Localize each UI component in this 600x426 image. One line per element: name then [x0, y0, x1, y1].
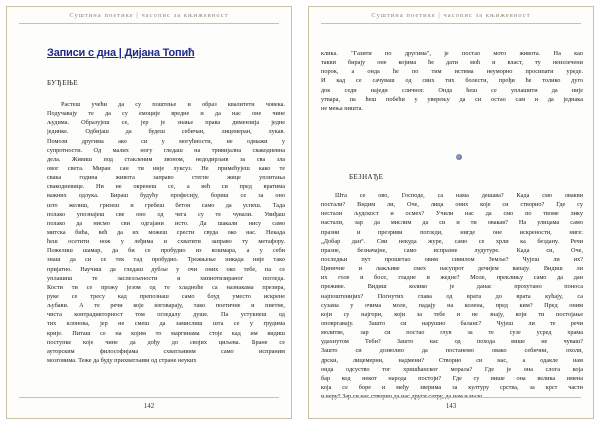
- text-line: порок, а онда ће по тим истима неуморно просипати уреде.: [321, 68, 583, 76]
- text-line: утвара, па ћеш побећи у уверењу да си остао сам и да једнака: [321, 95, 583, 103]
- page-number: 142: [143, 402, 155, 410]
- text-line: такви бирају оне којима ће дати моћ и власт, ту неизлечени: [321, 59, 583, 67]
- text-line: преживе. Видиш колико је данас прохутано поноса: [321, 283, 583, 291]
- footer-rule: [321, 397, 581, 398]
- text-line: дрски, лицемерни, надмени? Створио си нас, а одакле нам: [321, 356, 583, 364]
- text-line: Подучавају те да су емоције вредне и да нас оне чине: [47, 110, 285, 118]
- article-title: Записи с дна | Дијана Топић: [47, 47, 195, 59]
- text-line: не мења ништа.: [321, 104, 363, 112]
- text-line: важних одлука. Бираш будућу професију, бориш се за оно: [47, 192, 285, 200]
- text-line: молитве, зар си постао глув за те сузе усред храма: [321, 329, 583, 337]
- ornament-dot: [456, 154, 462, 160]
- text-line: ћеш осетити нож у леђима и схватити заправо ту метафору.: [47, 238, 285, 246]
- text-line: полако упознајеш све оно од чега су те чували. Увиђаш: [47, 210, 285, 218]
- text-line: оповргавају. Зашто си нарушио баланс? Чујеш ли те речи: [321, 319, 583, 327]
- footer-rule: [19, 397, 279, 398]
- right-page: [308, 6, 594, 419]
- text-line: свакодневице. Ни не окренеш се, а већ си пред вратима: [47, 183, 285, 191]
- text-line: Зашто си дозволио да постанемо овако себични, охоли,: [321, 347, 583, 355]
- text-line: полако да нисмо сви одгајани исто. Да шакали нису само: [47, 219, 285, 227]
- section-heading: БУЂЕЊЕ: [47, 79, 79, 87]
- text-line: постали? Видим ли, Оче, лица оних које си створио? Где су: [321, 201, 583, 209]
- text-line: и веру? Зар си нас створио да нас други сатру, да нам и мало: [321, 393, 483, 401]
- body-text: [47, 100, 285, 365]
- body-text: [321, 49, 583, 113]
- text-line: Растеш учећи да су поштење и образ квалитети човека.: [61, 101, 285, 108]
- text-line: И кад се сачуваш од свих тих болести, прођи ће толико дуго: [321, 77, 583, 85]
- text-line: их голе и босе, гладне и жедне? Моле, преклињу само да дан: [321, 274, 583, 282]
- text-line: уплашиш те заспелљености и хипнотизираног погледа.: [47, 274, 285, 282]
- text-line: јединке. Одбијаш да будеш себичан, лицемеран, лукав.: [47, 128, 285, 136]
- text-line: ауторским философијама схватљивим само испраним: [47, 347, 285, 355]
- text-line: Пожелиш шамар, да би се пробудио из кошмара, а у себи: [47, 247, 285, 255]
- text-line: пријатно. Научиш да гледаш дубље у очи оних око тебе, па се: [47, 265, 285, 273]
- text-line: знаш да си се тек тад пробудио. Трежњење никада није тако: [47, 256, 285, 264]
- text-line: последњи пут прошетао овим сивилом Земље? Чујеш ли их?: [321, 255, 583, 263]
- text-line: љубави. А те речи које изговарају, тако поетичне и пиетне,: [47, 302, 285, 310]
- text-line: док седи наједи сличног. Онда ћеш се уплашити да није: [321, 86, 583, 94]
- text-line: дела. Живиш под стакленим звоном, недодирљив за сва зла: [47, 155, 285, 163]
- text-line: празни и презриви погледи, нигде оне искрености, ниге:: [321, 228, 583, 236]
- text-line: руке се тресу кад препознаш само блуд уместо искрене: [47, 292, 285, 300]
- section-heading: БЕЗНАЂЕ: [349, 173, 384, 181]
- text-line: празне, безначајне, само испразне лудутуре. Када си, Оче,: [321, 246, 583, 254]
- text-line: мозговима. Теже да буду прихватљиви од стране неуких: [47, 356, 197, 364]
- text-line: Циничне и лажљиве смех насупрот дечијем вапају. Видиш ли: [321, 265, 583, 273]
- text-line: који су најгори, који за тебе и не знају, који ти постојање: [321, 310, 583, 318]
- text-line: чиста контрадикторност том огледалу душе. Па устукнеш од: [47, 311, 285, 319]
- page-number: 143: [445, 402, 457, 410]
- running-head: Суштина поетике | часопис за књижевност: [371, 12, 531, 19]
- text-line: што желиш, гризеш и гребеш бетон само да успеш. Тада: [47, 201, 285, 209]
- text-line: онда одсуство тог хришћанског морала? Где је она слога која: [321, 365, 583, 373]
- text-line: клика. "Газити по другима", је постао мото живота. На као: [321, 50, 583, 57]
- text-line: нестали људскост и осмех? Учили нас да смо по твоме лику: [321, 210, 583, 218]
- header-rule: [321, 23, 581, 24]
- text-line: свака година живота заправо стегне жице уплитања: [47, 174, 285, 182]
- text-line: митска бића, већ да их можеш срести свуда око нас. Некада: [47, 228, 285, 236]
- text-line: Шта се ово, Господе, са нама дешава? Када смо овакви: [335, 192, 583, 199]
- text-line: тих клонова, јер не смеш да замислиш шта се у грудима: [47, 320, 285, 328]
- text-line: супротности. Од малих ногу гледаш на тривијална свакодневна: [47, 146, 285, 154]
- text-line: људима. Образујеш се, јер је знање права димензија једне: [47, 119, 285, 127]
- text-line: Кости ти се прожу језом од те хладноће са назнакама презира,: [47, 283, 285, 291]
- text-line: бар код некот народа постоји? Где су више она велика имена: [321, 374, 583, 382]
- text-line: удахнутом Теби? Зашто нас од похода више не чуваш?: [321, 338, 583, 346]
- text-line: сузама у очима моле, падају на колена, пред ким? Пред оним: [321, 301, 583, 309]
- header-rule: [19, 23, 279, 24]
- body-text: [321, 191, 583, 401]
- running-head: Суштина поетике | часопис за књижевност: [69, 12, 229, 19]
- text-line: „Добар дан“. Сви некуда журе, само се хрли ка бездану. Речи: [321, 237, 583, 245]
- text-line: Помози другима ако си у могућности, не одмажи у: [47, 137, 285, 145]
- text-line: настали, зар да мислим да си и ти овакав? На улицама само: [321, 219, 583, 227]
- text-line: овог света. Миран сан ти није луксуз. Не примећујеш како те: [47, 164, 285, 172]
- text-line: најпоштенијих? Погнутих глава од врата до врата кућају, са: [321, 292, 583, 300]
- text-line: која се боре и међу зверима за културу срства, за крст части: [321, 383, 583, 391]
- text-line: поступке које чине да дођу до својих циљева. Бране се: [47, 338, 285, 346]
- text-line: крије. Питаш се на којим то маргинама стоје кад им видиш: [47, 329, 285, 337]
- left-page: [6, 6, 292, 419]
